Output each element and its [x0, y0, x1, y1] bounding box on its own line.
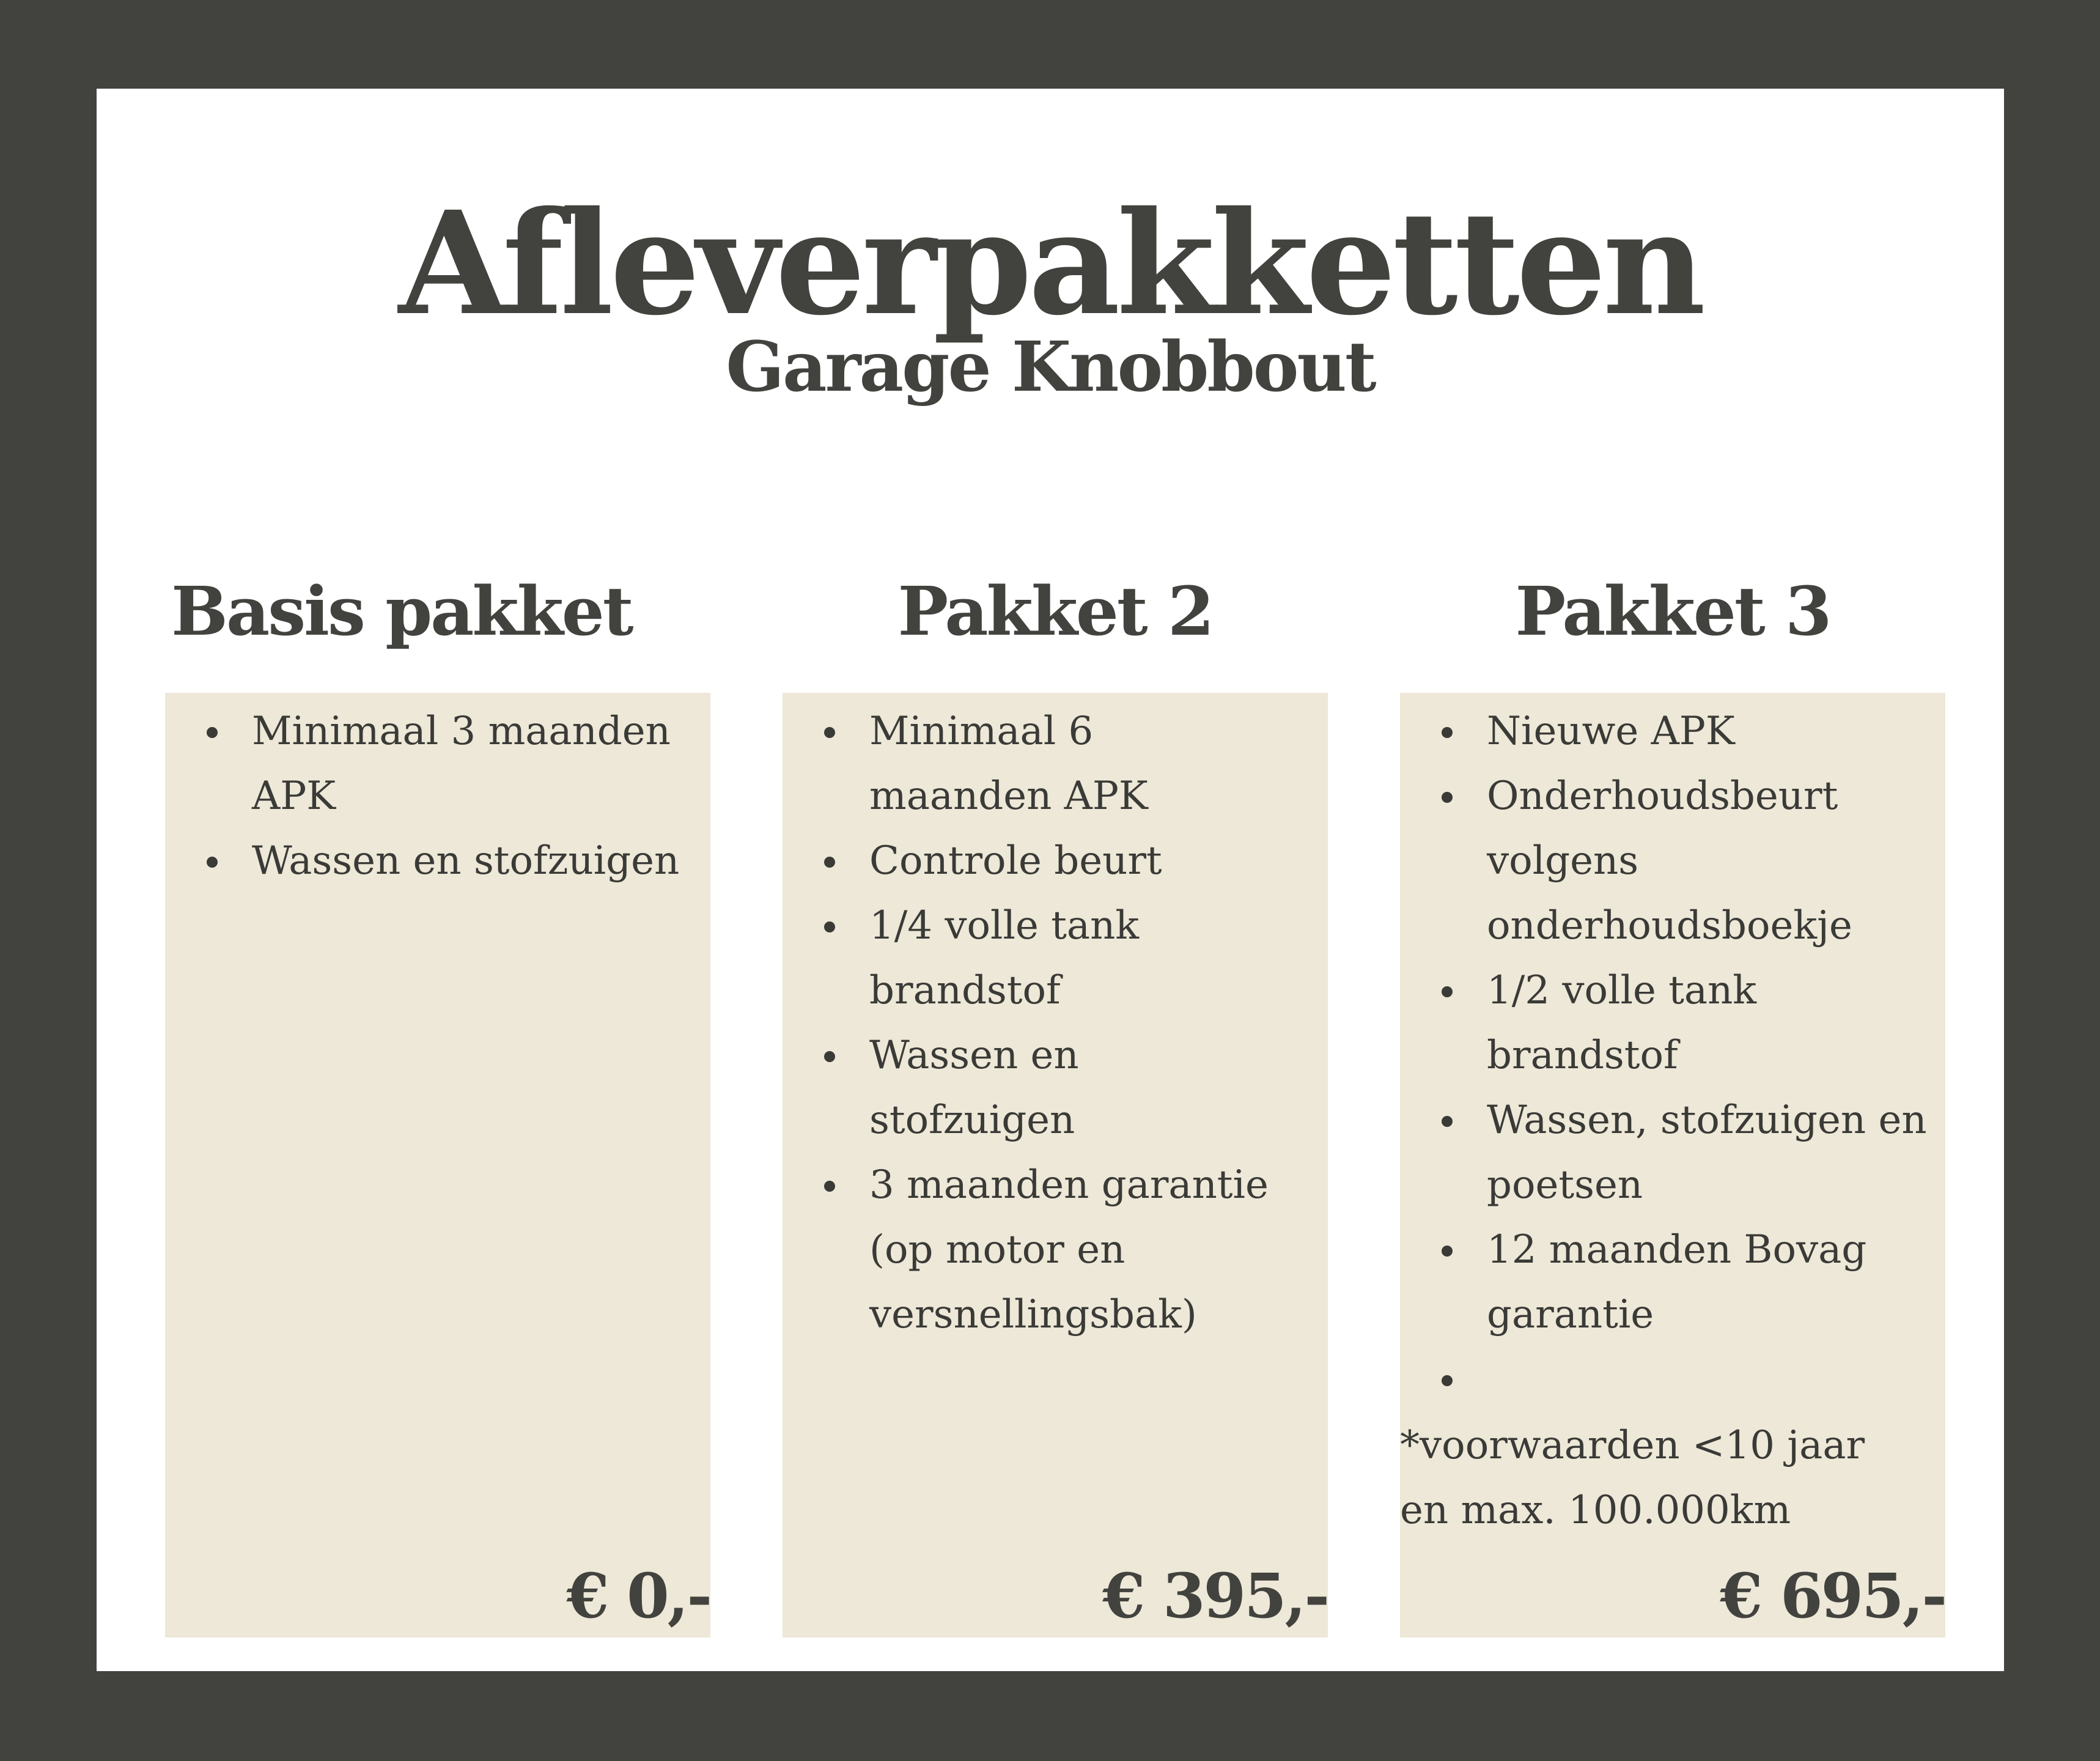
package-heading-basis: Basis pakket: [171, 572, 632, 651]
package-card-3: [1400, 693, 1945, 1637]
package-price-basis: € 0,-: [566, 1560, 710, 1632]
list-item: [1400, 1347, 1945, 1412]
package-price-2: € 395,-: [1102, 1560, 1328, 1632]
bullet-icon: [824, 727, 835, 738]
page-title: Afleverpakketten: [398, 180, 1703, 347]
bullet-icon: [207, 727, 218, 738]
package-price-3: € 695,-: [1720, 1560, 1945, 1632]
list-item: Wassen en stofzuigen: [165, 829, 710, 893]
package-heading-2: Pakket 2: [897, 572, 1213, 651]
package-heading-3: Pakket 3: [1515, 572, 1830, 651]
bullet-icon: [1442, 986, 1453, 997]
bullet-icon: [1442, 792, 1453, 803]
bullet-icon: [1442, 727, 1453, 738]
bullet-icon: [1442, 1116, 1453, 1127]
list-item: Minimaal 3 maanden APK: [165, 699, 710, 829]
package-note-3: *voorwaarden <10 jaar en max. 100.000km: [1400, 1423, 1865, 1533]
package-items-2: [783, 699, 1328, 1347]
bullet-icon: [824, 1051, 835, 1062]
list-item: Minimaal 6 maanden APK: [783, 699, 1328, 829]
package-items-basis: [165, 699, 710, 893]
list-item: Wassen, stofzuigen en poetsen: [1400, 1088, 1945, 1217]
list-item: Onderhoudsbeurt volgens onderhoudsboekje: [1400, 764, 1945, 958]
list-item: 1/4 volle tank brandstof: [783, 893, 1328, 1023]
bullet-icon: [824, 1181, 835, 1192]
list-item: 3 maanden garantie (op motor en versnellingsbak): [783, 1153, 1328, 1347]
bullet-icon: [824, 857, 835, 868]
list-item: 1/2 volle tank brandstof: [1400, 958, 1945, 1088]
package-items-3: [1400, 699, 1945, 1412]
content-panel: [97, 89, 2004, 1671]
page-subtitle: Garage Knobbout: [726, 327, 1375, 407]
bullet-icon: [1442, 1246, 1453, 1257]
list-item: Controle beurt: [783, 829, 1328, 893]
bullet-icon: [207, 857, 218, 868]
package-card-basis: [165, 693, 710, 1637]
package-card-2: [783, 693, 1328, 1637]
bullet-icon: [824, 921, 835, 932]
bullet-icon: [1442, 1375, 1453, 1386]
list-item: 12 maanden Bovag garantie: [1400, 1217, 1945, 1347]
list-item: Wassen en stofzuigen: [783, 1023, 1328, 1153]
list-item: Nieuwe APK: [1400, 699, 1945, 764]
